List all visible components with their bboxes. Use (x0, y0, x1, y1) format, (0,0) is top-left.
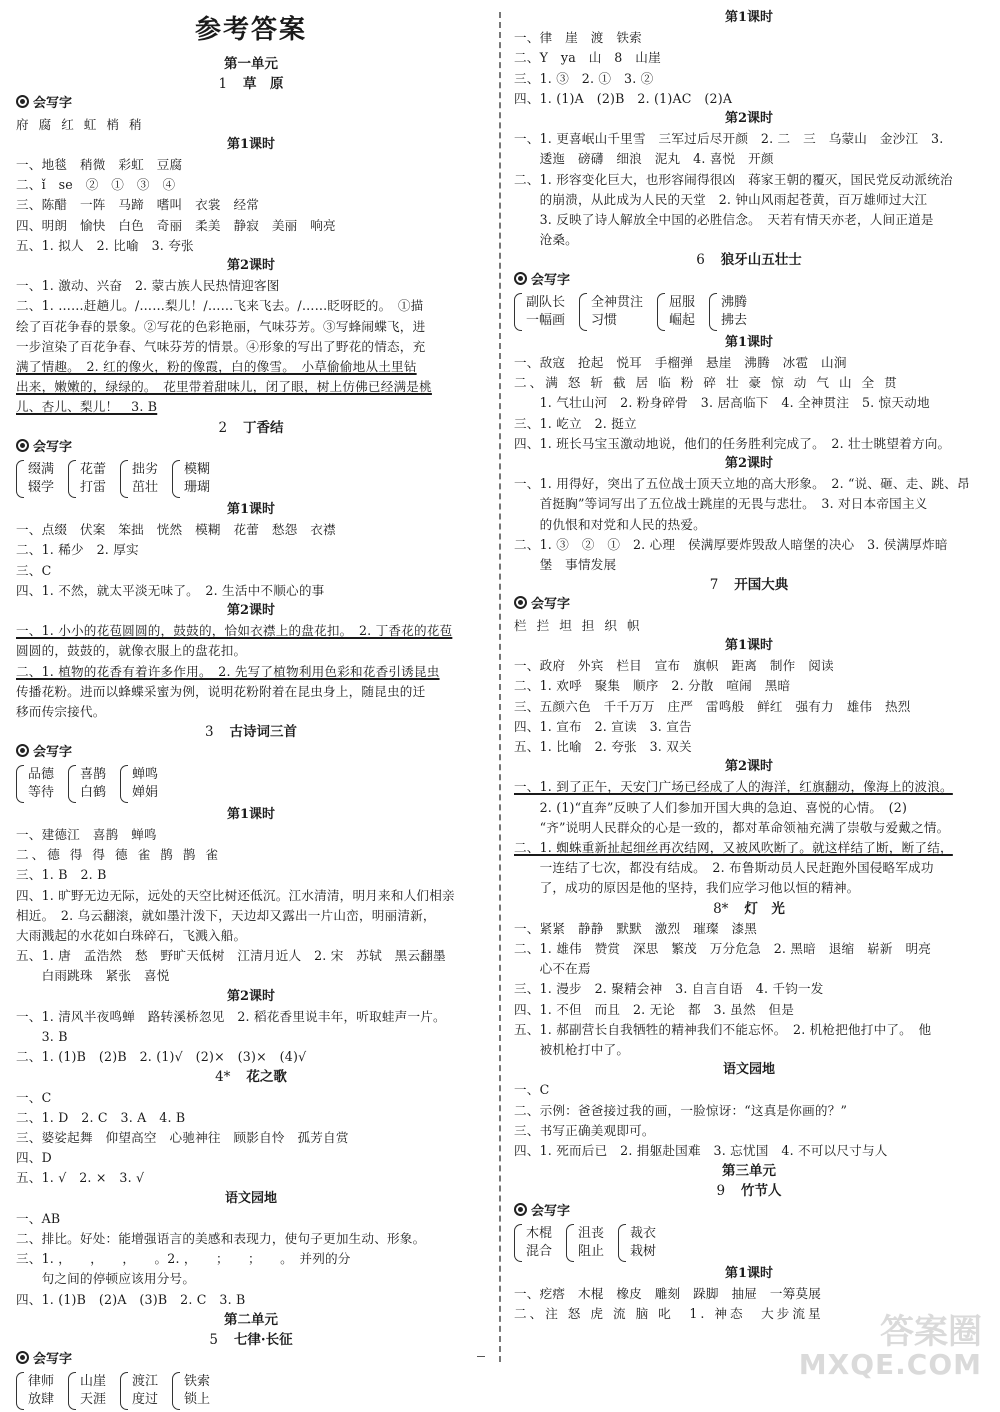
group-words (80, 1373, 106, 1409)
answer-line: 二、ǐ se ② ① ③ ④ (16, 177, 176, 193)
group-word: 副队长 (526, 294, 566, 310)
unit-heading: 第二单元 (224, 1311, 278, 1328)
column-divider (499, 12, 501, 1362)
group-word: 锁上 (184, 1392, 211, 1408)
character-group (120, 765, 158, 803)
label-text: 会写字 (33, 744, 73, 760)
lesson-title: 丁香结 (243, 419, 284, 436)
answer-line: 出来，嫩嫩的，绿绿的。 花里带着甜味儿，闭了眼，树上仿佛已经满是桃 (16, 379, 432, 395)
group-words (132, 1373, 158, 1409)
brace-icon (618, 1224, 626, 1262)
section-heading: 第1课时 (724, 637, 774, 653)
answer-line: 五、1. 唐 孟浩然 愁 野旷天低树 江清月近人 2. 宋 苏轼 黑云翻墨 (16, 948, 446, 964)
lesson-heading (16, 418, 486, 438)
label-text: 会写字 (531, 1203, 571, 1219)
group-word: 屈服 (669, 294, 696, 310)
answer-line: 二、1. 蜘蛛重新扯起细丝再次结网，又被风吹断了。就这样结了断，断了结， (514, 839, 953, 855)
answer-line: 圆圆的，鼓鼓的，就像衣服上的盘花扣。 (16, 643, 247, 659)
label-text: 会写字 (531, 597, 571, 613)
bullet-circle-icon (514, 1203, 527, 1216)
answer-line: 三、1. B 2. B (16, 867, 107, 883)
answer-line: 二、1. D 2. C 3. A 4. B (16, 1109, 186, 1125)
answer-line: 大雨溅起的水花如白珠碎石，飞溅入船。 (16, 927, 247, 943)
answer-line: 1. 气壮山河 2. 粉身碎骨 3. 居高临下 4. 全神贯注 5. 惊天动地 (514, 395, 930, 411)
answer-line: 沧桑。 (514, 232, 578, 248)
answer-line: 二、德 得 得 德 雀 鹊 鹊 雀 (16, 847, 221, 863)
answer-line: 的仇恨和对党和人民的热爱。 (514, 516, 706, 532)
character-group (657, 293, 695, 331)
answer-line: 首挺胸”等词写出了五位战士跳崖的无畏与悲壮。 3. 对日本帝国主义 (514, 496, 928, 512)
group-word: 木棍 (526, 1225, 553, 1241)
answer-line: 一、建德江 喜鹊 蝉鸣 (16, 826, 157, 842)
watermark-url: MXQE.COM (798, 1348, 982, 1381)
section-heading: 第1课时 (724, 1265, 774, 1281)
answer-line: 一、政府 外宾 栏目 宣布 旗帜 距离 制作 阅读 (514, 658, 834, 674)
lesson-title: 狼牙山五壮士 (720, 252, 802, 269)
brace-icon (514, 1224, 522, 1262)
character-group (16, 1372, 54, 1410)
answer-line: “齐”说明人民群众的心是一致的，都对革命领袖充满了崇敬与爱戴之情。 (514, 819, 950, 835)
bullet-circle-icon (514, 596, 527, 609)
character-groups (514, 1222, 984, 1264)
right-content (514, 8, 984, 1324)
lesson-number: 9 (716, 1183, 726, 1200)
group-words (669, 294, 695, 330)
answer-line: 三、五颜六色 千千万万 庄严 雷鸣般 鲜红 强有力 雄伟 热烈 (514, 698, 911, 714)
label-text: 会写字 (33, 1352, 73, 1368)
writing-characters-label (16, 94, 486, 114)
group-word: 蝉鸣 (132, 766, 159, 782)
answer-line: 一、C (16, 1089, 52, 1105)
group-word: 打雷 (80, 480, 107, 496)
writing-characters-label (16, 743, 486, 763)
group-word: 栽树 (630, 1243, 657, 1259)
group-word: 律师 (28, 1374, 55, 1390)
group-word: 度过 (132, 1392, 159, 1408)
lesson-title: 灯 光 (744, 900, 785, 917)
brace-icon (16, 1372, 24, 1410)
group-word: 铁索 (184, 1374, 211, 1390)
lesson-number: 2 (218, 419, 228, 436)
answer-line: 二、1. 植物的花香有着许多作用。 2. 先写了植物利用色彩和花香引诱昆虫 (16, 663, 440, 679)
character-group (16, 765, 54, 803)
answer-line: 三、1. ， ， ， 。2. ， ； ； 。 并列的分 (16, 1251, 351, 1267)
answer-line: 一、1. 更喜岷山千里雪 三军过后尽开颜 2. 二 三 乌蒙山 金沙江 3. (514, 131, 944, 147)
brace-icon (68, 765, 76, 803)
answer-line: 二、1. ……赶趟儿。/……梨儿！/……飞来飞去。/……眨呀眨的。 ①描 (16, 298, 424, 314)
brace-icon (514, 293, 522, 331)
answer-line: 一连结了七次，都没有结成。 2. 布鲁斯动员人民赶跑外国侵略军成功 (514, 860, 934, 876)
group-words (184, 1373, 210, 1409)
answer-line: 的崩溃，从此成为人民的天堂 2. 钟山风雨起苍黄，百万雄师过大江 (514, 191, 928, 207)
section-heading: 第2课时 (226, 988, 276, 1004)
answer-line: 二、1. 雄伟 赞赏 深思 繁茂 万分危急 2. 黑暗 退缩 崭新 明亮 (514, 940, 932, 956)
brace-icon (120, 460, 128, 498)
group-word: 婵娟 (132, 784, 159, 800)
answer-line: 四、1. (1)A (2)B 2. (1)AC (2)A (514, 90, 733, 106)
answer-line: 被机枪打中了。 (514, 1041, 630, 1057)
bullet-circle-icon (16, 439, 29, 452)
lesson-title: 七律·长征 (233, 1331, 293, 1348)
answer-line: 一、紧紧 静静 默默 激烈 璀璨 漆黑 (514, 920, 758, 936)
answer-line: 一、1. 清风半夜鸣蝉 路转溪桥忽见 2. 稻花香里说丰年，听取蛙声一片。 (16, 1008, 446, 1024)
group-word: 一幅画 (526, 312, 566, 328)
answer-line: 三、1. 屹立 2. 挺立 (514, 415, 637, 431)
section-heading: 语文园地 (224, 1190, 277, 1206)
answer-line: 二、1. (1)B (2)B 2. (1)√ (2)× (3)× (4)√ (16, 1049, 307, 1065)
answer-line: 一、1. 到了正午，天安门广场已经成了人的海洋，红旗翻动，像海上的波浪。 (514, 779, 953, 795)
character-groups (16, 763, 486, 805)
group-word: 混合 (526, 1243, 553, 1259)
writing-characters-label (16, 438, 486, 458)
character-group (120, 460, 158, 498)
group-words (591, 294, 643, 330)
section-heading: 第1课时 (226, 136, 276, 152)
lesson-number: 6 (696, 252, 705, 269)
page-title: 参考答案 (194, 15, 307, 45)
writing-characters-label (514, 271, 984, 291)
writing-characters-label (514, 1202, 984, 1222)
answer-line: 四、D (16, 1150, 52, 1166)
brace-icon (172, 1372, 180, 1410)
answer-line: 三、1. 漫步 2. 聚精会神 3. 自言自语 4. 千钧一发 (514, 981, 824, 997)
character-group (514, 293, 565, 331)
answer-line: 逶迤 磅礴 细浪 泥丸 4. 喜悦 开颜 (514, 151, 774, 167)
answer-line: 三、婆娑起舞 仰望高空 心驰神往 顾影自怜 孤芳自赏 (16, 1129, 349, 1145)
group-word: 模糊 (184, 462, 211, 478)
unit-heading: 第三单元 (722, 1163, 776, 1180)
lesson-heading (514, 250, 984, 270)
lesson-title: 草 原 (243, 76, 284, 93)
answer-line: 四、1. 不然，就太平淡无味了。 2. 生活中不顺心的事 (16, 582, 325, 598)
group-words (526, 294, 565, 330)
answer-line: 五、1. √ 2. × 3. √ (16, 1170, 145, 1186)
lesson-heading (16, 722, 486, 742)
group-word: 辍学 (28, 480, 55, 496)
section-heading: 第1课时 (226, 806, 276, 822)
label-text: 会写字 (33, 439, 73, 455)
answer-line: 二、注 怒 虎 流 脑 叱 1. 神态 大步流星 (514, 1306, 824, 1322)
brace-icon (657, 293, 665, 331)
answer-line: 四、1. 旷野无边无际，远处的天空比树还低沉。江水清清，明月来和人们相亲 (16, 887, 455, 903)
brace-icon (16, 765, 24, 803)
character-group (172, 460, 210, 498)
answer-line: 2. (1)“直奔”反映了人们参加开国大典的急迫、喜悦的心情。 (2) (514, 799, 908, 815)
answer-line: 一、律 崖 渡 铁索 (514, 30, 642, 46)
character-group (68, 1372, 106, 1410)
answer-line: 栏 拦 坦 担 织 帜 (514, 617, 643, 633)
group-words (132, 766, 158, 802)
group-word: 珊瑚 (184, 480, 211, 496)
brace-icon (579, 293, 587, 331)
answer-line: 五、1. 拟人 2. 比喻 3. 夸张 (16, 237, 194, 253)
bullet-circle-icon (16, 95, 29, 108)
answer-line: 府 腐 红 虹 梢 稍 (16, 116, 145, 132)
section-heading: 第1课时 (724, 10, 774, 25)
group-words (132, 461, 158, 497)
group-word: 茁壮 (132, 480, 159, 496)
group-word: 拂去 (721, 312, 748, 328)
group-word: 放肆 (28, 1392, 55, 1408)
answer-line: 相近。 2. 乌云翻滚，就如墨汁泼下，天边却又露出一片山峦，明丽清新， (16, 907, 436, 923)
answer-line: 四、1. 不但 而且 2. 无论 都 3. 虽然 但是 (514, 1001, 795, 1017)
answer-line: 三、C (16, 562, 52, 578)
character-group (579, 293, 643, 331)
answer-line: 四、明朗 愉快 白色 奇丽 柔美 静寂 美丽 响亮 (16, 217, 336, 233)
lesson-number: 5 (209, 1331, 218, 1348)
character-group (120, 1372, 158, 1410)
lesson-title: 开国大典 (734, 577, 789, 594)
group-words (28, 1373, 54, 1409)
answer-line: 二、满 怒 斩 截 居 临 粉 碎 壮 豪 惊 动 气 山 全 贯 (514, 375, 900, 391)
answer-line: 三、陈醋 一阵 马蹄 嗜叫 衣裳 经常 (16, 197, 260, 213)
group-words (526, 1225, 552, 1261)
section-heading: 第2课时 (724, 456, 774, 472)
character-group (16, 460, 54, 498)
right-column (514, 8, 984, 1324)
lesson-heading (16, 74, 486, 94)
lesson-heading (16, 1330, 486, 1350)
lesson-heading (514, 1181, 984, 1201)
answer-line: 心不在焉 (514, 961, 591, 977)
lesson-number: 4* (215, 1069, 231, 1086)
answer-line: 一、1. 用得好，突出了五位战士顶天立地的高大形象。 2. “说、砸、走、跳、昂 (514, 476, 970, 492)
answer-line: 二、1. ③ ② ① 2. 心理 侯满厚要炸毁敌人暗堡的决心 3. 侯满厚炸暗 (514, 536, 948, 552)
answer-line: 了，成功的原因是他的坚持，我们应学习他以恒的精神。 (514, 880, 860, 896)
unit-heading: 第一单元 (224, 56, 278, 72)
group-word: 缀满 (28, 462, 55, 478)
group-words (80, 461, 106, 497)
group-words (721, 294, 747, 330)
brace-icon (68, 460, 76, 498)
group-word: 沸腾 (721, 294, 748, 310)
character-groups (514, 291, 984, 333)
bullet-circle-icon (16, 744, 29, 757)
watermark-logo-text: 答案圈 (880, 1312, 982, 1352)
section-heading: 第2课时 (724, 759, 774, 775)
section-heading: 第2课时 (226, 603, 276, 619)
answer-line: 3. B (16, 1028, 68, 1044)
answer-line: 白雨跳珠 紧张 喜悦 (16, 968, 170, 984)
group-word: 沮丧 (578, 1225, 605, 1241)
section-heading: 第2课时 (724, 111, 774, 127)
character-group (68, 460, 106, 498)
answer-line: 儿、杏儿、梨儿！ 3. B (16, 399, 158, 415)
brace-icon (566, 1224, 574, 1262)
answer-line: 一、1. 激动、兴奋 2. 蒙古族人民热情迎客图 (16, 278, 280, 294)
writing-characters-label (16, 1350, 486, 1370)
brace-icon (120, 1372, 128, 1410)
group-word: 崛起 (669, 312, 696, 328)
lesson-number: 7 (709, 577, 719, 594)
answer-line: 一、1. 小小的花苞圆圆的，鼓鼓的，恰如衣襟上的盘花扣。 2. 丁香花的花苞 (16, 623, 453, 639)
answer-line: 传播花粉。进而以蜂蝶采蜜为例，说明花粉附着在昆虫身上，随昆虫的迁 (16, 683, 426, 699)
lesson-heading (16, 1067, 486, 1087)
group-word: 山崖 (80, 1374, 107, 1390)
answer-line: 一、敌寇 抢起 悦耳 手榴弹 悬崖 沸腾 冰雹 山涧 (514, 355, 847, 371)
lesson-number: 8* (713, 900, 729, 917)
answer-line: 二、1. 形容变化巨大，也形容闹得很凶 蒋家王朝的覆灭，国民党反动派统治 (514, 171, 953, 187)
lesson-heading (514, 575, 984, 595)
label-text: 会写字 (33, 96, 73, 112)
answer-line: 一、AB (16, 1210, 61, 1226)
character-group (68, 765, 106, 803)
group-words (28, 766, 54, 802)
answer-line: 一、C (514, 1082, 550, 1098)
lesson-title: 古诗词三首 (229, 724, 298, 741)
answer-line: 四、1. 班长马宝玉激动地说，他们的任务胜利完成了。 2. 壮士眺望着方向。 (514, 435, 951, 451)
left-content (16, 54, 486, 1412)
label-text: 会写字 (531, 272, 571, 288)
group-words (630, 1225, 656, 1261)
group-word: 阻止 (578, 1243, 605, 1259)
group-word: 白鹤 (80, 784, 107, 800)
section-heading: 第1课时 (724, 334, 774, 350)
character-group (566, 1224, 604, 1262)
answer-line: 四、1. 宣布 2. 宣读 3. 宣告 (514, 718, 692, 734)
answer-line: 四、1. 死而后已 2. 捐躯赴国难 3. 忘忧国 4. 不可以尺寸与人 (514, 1142, 888, 1158)
answer-line: 一步渲染了百花争春、气味芬芳的情景。④形象的写出了野花的情态，充 (16, 338, 426, 354)
character-groups (16, 1370, 486, 1412)
character-groups (16, 458, 486, 500)
answer-line: 3. 反映了诗人解放全中国的必胜信念。 天若有情天亦老，人间正道是 (514, 212, 934, 228)
answer-line: 一、疙瘩 木棍 橡皮 雕刻 跺脚 抽屉 一筹莫展 (514, 1285, 822, 1301)
answer-line: 移而传宗接代。 (16, 704, 106, 720)
brace-icon (16, 460, 24, 498)
writing-characters-label (514, 595, 984, 615)
lesson-number: 3 (204, 724, 214, 741)
group-word: 全神贯注 (591, 294, 644, 310)
group-word: 喜鹊 (80, 766, 107, 782)
left-column (16, 8, 486, 1412)
brace-icon (68, 1372, 76, 1410)
group-words (28, 461, 54, 497)
group-words (578, 1225, 604, 1261)
answer-line: 绘了百花争春的景象。②写花的色彩艳丽，气味芬芳。③写蜂闹蝶飞，进 (16, 318, 426, 334)
section-heading: 第1课时 (226, 502, 276, 518)
lesson-title: 花之歌 (246, 1069, 287, 1086)
bullet-circle-icon (16, 1351, 29, 1364)
page-footer-mark (477, 1356, 485, 1357)
group-word: 习惯 (591, 312, 618, 328)
group-word: 花蕾 (80, 462, 107, 478)
lesson-number: 1 (218, 76, 228, 93)
answer-line: 二、1. 稀少 2. 厚实 (16, 542, 139, 558)
answer-line: 三、1. ③ 2. ① 3. ② (514, 70, 654, 86)
lesson-title: 竹节人 (741, 1183, 782, 1200)
group-word: 品德 (28, 766, 55, 782)
group-word: 渡江 (132, 1374, 159, 1390)
group-word: 拙劣 (132, 462, 159, 478)
answer-line: 二、排比。好处：能增强语言的美感和表现力，使句子更加生动、形象。 (16, 1230, 426, 1246)
group-words (184, 461, 210, 497)
character-group (514, 1224, 552, 1262)
answer-line: 二、Y ya 山 8 山崖 (514, 50, 661, 66)
group-words (80, 766, 106, 802)
character-group (709, 293, 747, 331)
brace-icon (172, 460, 180, 498)
lesson-heading (514, 899, 984, 919)
group-word: 裁衣 (630, 1225, 657, 1241)
group-word: 天涯 (80, 1392, 107, 1408)
section-heading: 第2课时 (226, 258, 276, 274)
answer-line: 堡 事情发展 (514, 557, 617, 573)
answer-line: 三、书写正确美观即可。 (514, 1122, 655, 1138)
answer-line: 二、示例：爸爸接过我的画，一脸惊讶：“这真是你画的？” (514, 1102, 848, 1118)
character-group (172, 1372, 210, 1410)
answer-line: 四、1. (1)B (2)A (3)B 2. C 3. B (16, 1291, 246, 1307)
answer-line: 一、点缀 伏案 笨拙 恍然 模糊 花蕾 愁怨 衣襟 (16, 522, 336, 538)
answer-line: 满了情趣。 2. 红的像火，粉的像霞，白的像雪。 小草偷偷地从土里钻 (16, 359, 417, 375)
character-group (618, 1224, 656, 1262)
answer-line: 句之间的停顿应该用分号。 (16, 1271, 196, 1287)
brace-icon (709, 293, 717, 331)
answer-line: 五、1. 郝副营长自我牺牲的精神我们不能忘怀。 2. 机枪把他打中了。 他 (514, 1021, 932, 1037)
answer-line: 五、1. 比喻 2. 夸张 3. 双关 (514, 738, 692, 754)
answer-line: 一、地毯 稍微 彩虹 豆腐 (16, 157, 183, 173)
group-word: 等待 (28, 784, 55, 800)
watermark (799, 1314, 982, 1380)
section-heading: 语文园地 (722, 1062, 775, 1078)
bullet-circle-icon (514, 272, 527, 285)
brace-icon (120, 765, 128, 803)
answer-line: 二、1. 欢呼 聚集 顺序 2. 分散 喧闹 黑暗 (514, 678, 791, 694)
